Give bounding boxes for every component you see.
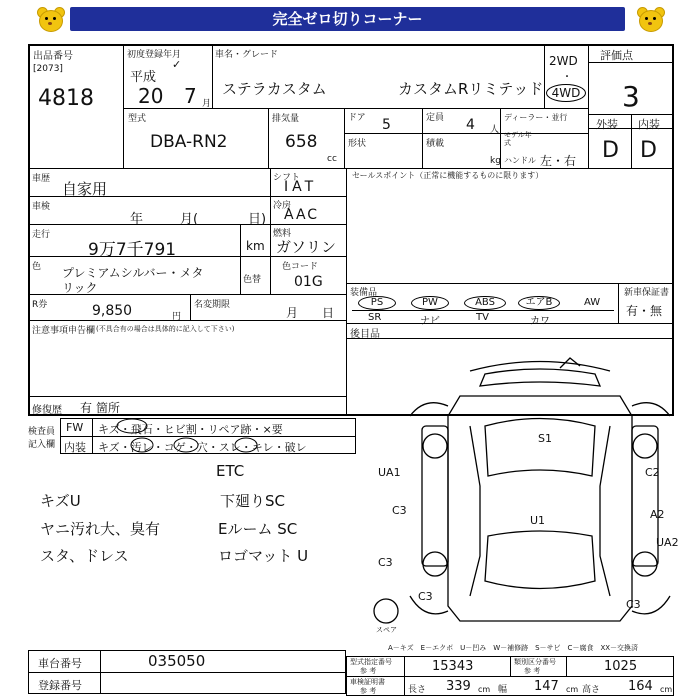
recycle-unit: 円	[172, 312, 182, 322]
chassis-label: 車台番号	[38, 657, 82, 670]
inspector-circles	[92, 418, 362, 454]
equip-airbag: エアB	[518, 296, 560, 310]
reg-month-unit: 月	[202, 99, 212, 109]
type-no-label: 型式指定番号	[350, 658, 392, 666]
rear-seat-label: 後目品	[350, 329, 380, 340]
fuel-value: ガソリン	[276, 238, 337, 256]
car-grade: カスタムRリミテッド	[398, 80, 544, 98]
mileage-label: 走行	[32, 230, 51, 240]
mileage-unit: km	[246, 239, 265, 253]
equip-pw: PW	[411, 296, 449, 310]
diag-ua2: UA2	[656, 536, 679, 549]
type-no-sub: 参 考	[360, 667, 377, 675]
diag-u1: U1	[530, 514, 546, 527]
equipment-label: 装備品	[350, 288, 378, 298]
dims-wid: 147	[534, 679, 559, 694]
notes-sub: (不具合有の場合は具体的に記入して下さい)	[96, 325, 235, 333]
diag-c2: C2	[645, 466, 660, 479]
repair-label: 修復歴	[32, 405, 62, 416]
fuel-label: 燃料	[273, 229, 292, 239]
ac-label: 冷房	[273, 201, 292, 211]
shift-value: IAT	[284, 179, 318, 195]
inspector-fw-text: キズ・飛石・ヒビ割・リペア跡・×要	[98, 423, 283, 436]
drive-dot: ・	[562, 72, 572, 83]
inspector-in: 内装	[64, 441, 86, 454]
displacement-label: 排気量	[272, 114, 300, 124]
handle-value: 左・右	[540, 154, 577, 168]
diag-c3a: C3	[392, 504, 407, 517]
mileage-value: 9万7千791	[88, 240, 177, 260]
recycle-label: R券	[32, 300, 48, 310]
notes-label: 注意事項申告欄	[32, 326, 96, 336]
ac-value: AAC	[284, 207, 320, 223]
exterior-value: D	[602, 138, 619, 163]
equip-abs: ABS	[464, 296, 506, 310]
diag-spare: スペア	[376, 626, 397, 634]
bear-mascot-icon	[636, 5, 664, 33]
car-name: ステラカスタム	[222, 80, 327, 98]
lot-sub: [2073]	[33, 64, 63, 74]
load-unit: kg	[490, 156, 501, 166]
dims-len: 339	[446, 679, 471, 694]
dims-hei: 164	[628, 679, 653, 694]
transfer-month: 月	[286, 306, 299, 320]
color-code: 01G	[294, 274, 323, 290]
warranty-label: 新車保証書	[624, 288, 670, 298]
note-scratch: キズU	[40, 492, 81, 510]
handle-label: ハンドル	[504, 156, 536, 165]
diag-c3c: C3	[418, 590, 433, 603]
color-code-label: 色コード	[282, 262, 319, 272]
recycle-value: 9,850	[92, 303, 133, 319]
inspection-label: 車検	[32, 202, 51, 212]
dealer-label: ディーラー・並行	[504, 113, 568, 122]
doors-label: ドア	[348, 113, 366, 123]
reg-check: ✓	[172, 58, 182, 71]
diag-ua1: UA1	[378, 466, 401, 479]
displacement-unit: cc	[327, 154, 337, 164]
reg-year: 20	[138, 84, 164, 108]
car-diagram	[370, 356, 680, 636]
equip-leather: カワ	[530, 316, 550, 327]
banner-title: 完全ゼロ切りコーナー	[70, 7, 625, 31]
dims-len-label: 長さ	[408, 685, 427, 695]
dims-wid-unit: cm	[566, 685, 579, 694]
exterior-label: 外装	[596, 118, 618, 131]
capacity-unit: 人	[490, 125, 500, 135]
warranty-value: 有・無	[626, 304, 663, 318]
dims-hei-unit: cm	[660, 685, 673, 694]
registration-label: 登録番号	[38, 679, 82, 692]
diag-c3b: C3	[378, 556, 393, 569]
note-stud: スタ、ドレス	[40, 547, 129, 565]
capacity-label: 定員	[426, 113, 445, 123]
inspector-fw: FW	[66, 421, 84, 434]
sales-label: セールスポイント（正常に機能するものに限ります）	[352, 171, 544, 180]
inspector-label2: 記入欄	[28, 440, 56, 450]
dims-wid-label: 幅	[498, 685, 508, 695]
equip-navi: ナビ	[420, 316, 440, 327]
dims-hei-label: 高さ	[582, 685, 601, 695]
equip-aw: AW	[584, 297, 601, 308]
reg-month: 7	[184, 84, 197, 108]
color-label: 色	[32, 262, 42, 272]
reg-label: 初度登録年月	[127, 50, 182, 60]
interior-label: 内装	[638, 118, 660, 131]
drive-2wd: 2WD	[549, 54, 578, 68]
category-label: 車歴	[32, 174, 51, 184]
inspection-day: 日)	[248, 212, 267, 227]
note-etc: ETC	[216, 462, 245, 480]
chassis-value: 035050	[148, 652, 206, 670]
equip-sr: SR	[368, 312, 382, 323]
rating-label: 評価点	[600, 49, 633, 62]
model-label: 型式	[128, 114, 147, 124]
class-no-sub: 参 考	[524, 667, 541, 675]
class-no-value: 1025	[604, 659, 638, 674]
diagram-legend: A－キズ E－エクボ U－凹み W－補修跡 S－サビ C－腐食 XX－交換済	[388, 644, 639, 652]
lot-label: 出品番号	[33, 51, 73, 62]
interior-value: D	[640, 138, 657, 163]
drive-4wd: 4WD	[546, 84, 586, 102]
diag-c3d: C3	[626, 598, 641, 611]
category-value: 自家用	[62, 180, 108, 198]
displacement-value: 658	[285, 132, 318, 152]
color-line1: プレミアムシルバー・メタ	[62, 266, 204, 280]
car-label: 車名・グレード	[215, 50, 279, 60]
capacity-value: 4	[466, 117, 475, 133]
reg-era: 平成	[130, 70, 157, 85]
shift-label: シフト	[273, 173, 301, 183]
bear-mascot-icon	[36, 5, 64, 33]
note-room: Eルーム SC	[218, 520, 298, 538]
color-change-label: 色替	[243, 275, 262, 285]
transfer-day: 日	[322, 306, 335, 320]
diag-s1: S1	[538, 432, 552, 445]
load-label: 積載	[426, 139, 445, 149]
type-no-value: 15343	[432, 659, 474, 674]
rating-value: 3	[622, 80, 640, 113]
lot-number: 4818	[38, 86, 94, 111]
color-line2: リック	[62, 281, 98, 295]
equip-ps: PS	[358, 296, 396, 310]
dims-label: 車検証明書	[350, 678, 385, 686]
model-year-label: モデル年式	[504, 131, 532, 147]
repair-unit: 箇所	[96, 401, 121, 415]
header-banner	[0, 0, 700, 38]
doors-value: 5	[382, 117, 391, 133]
repair-value: 有	[80, 401, 93, 415]
dims-len-unit: cm	[478, 685, 491, 694]
equip-tv: TV	[476, 312, 489, 323]
dims-sub: 参 考	[360, 687, 377, 695]
inspection-month: 月(	[180, 212, 199, 227]
model-value: DBA-RN2	[150, 132, 228, 152]
transfer-label: 名変期限	[194, 300, 231, 310]
inspector-label1: 検査員	[28, 427, 56, 437]
diag-a2: A2	[650, 508, 665, 521]
inspection-year: 年	[130, 212, 144, 227]
note-smoke: ヤニ汚れ大、臭有	[40, 520, 161, 538]
class-no-label: 類別区分番号	[514, 658, 556, 666]
note-under: 下廻りSC	[220, 492, 285, 510]
inspector-in-text: キズ・汚レ・コゲ・穴・スレ・キレ・破レ	[98, 441, 307, 454]
shape-label: 形状	[348, 139, 367, 149]
note-logo-mat: ロゴマット U	[218, 547, 309, 565]
